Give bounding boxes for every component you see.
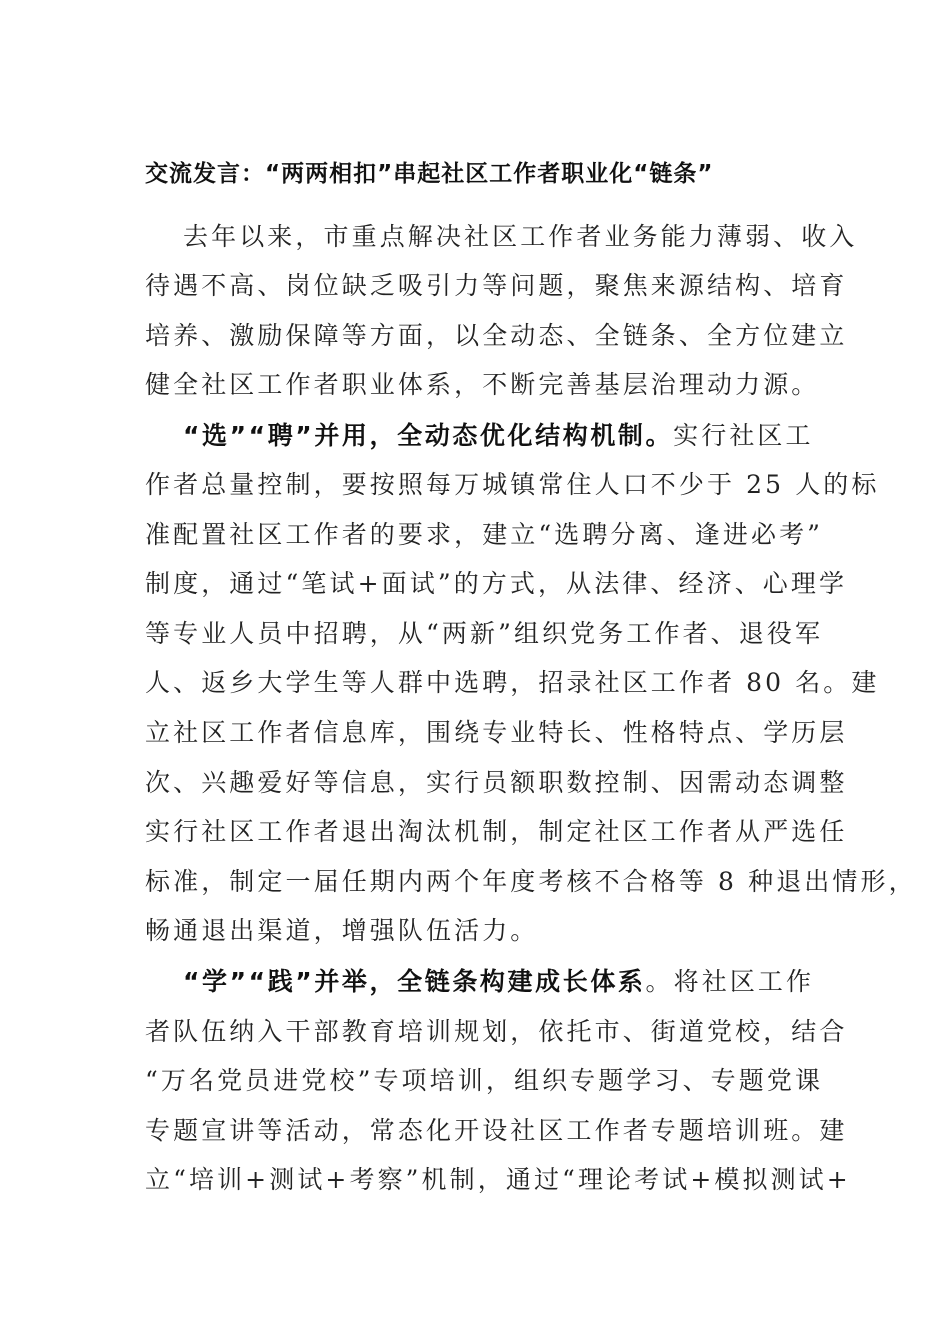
- paragraph-3-line-2: 者队伍纳入干部教育培训规划，依托市、街道党校，结合: [145, 1017, 848, 1046]
- paragraph-1-line-2: 待遇不高、岗位缺乏吸引力等问题，聚焦来源结构、培育: [145, 271, 848, 300]
- paragraph-2-line-9: 实行社区工作者退出淘汰机制，制定社区工作者从严选任: [145, 817, 848, 846]
- paragraph-2-line-4: 制度，通过“笔试+面试”的方式，从法律、经济、心理学: [145, 569, 848, 598]
- paragraph-3-line-3: “万名党员进党校”专项培训，组织专题学习、专题党课: [145, 1066, 824, 1095]
- paragraph-2-heading: “选”“聘”并用，全动态优化结构机制。: [183, 421, 674, 450]
- paragraph-2-line-11: 畅通退出渠道，增强队伍活力。: [145, 916, 539, 945]
- paragraph-3-line-1: [183, 966, 814, 998]
- paragraph-3-line-5: 立“培训+测试+考察”机制，通过“理论考试+模拟测试+: [145, 1165, 851, 1194]
- paragraph-1-line-4: 健全社区工作者职业体系，不断完善基层治理动力源。: [145, 370, 820, 399]
- paragraph-2-first-line-text: 实行社区工: [673, 421, 814, 450]
- paragraph-2-line-7: 立社区工作者信息库，围绕专业特长、性格特点、学历层: [145, 718, 848, 747]
- document-title: 交流发言：“两两相扣”串起社区工作者职业化“链条”: [145, 161, 714, 187]
- paragraph-2-line-10: 标准，制定一届任期内两个年度考核不合格等 8 种退出情形，: [145, 867, 917, 896]
- paragraph-1-line-1: 去年以来，市重点解决社区工作者业务能力薄弱、收入: [183, 222, 858, 251]
- paragraph-2-line-1: [183, 420, 814, 452]
- paragraph-2-line-3: 准配置社区工作者的要求，建立“选聘分离、逢进必考”: [145, 520, 824, 549]
- paragraph-2-line-2: 作者总量控制，要按照每万城镇常住人口不少于 25 人的标: [145, 470, 880, 499]
- paragraph-3-line-4: 专题宣讲等活动，常态化开设社区工作者专题培训班。建: [145, 1116, 848, 1145]
- paragraph-2-line-6: 人、返乡大学生等人群中选聘，招录社区工作者 80 名。建: [145, 668, 880, 697]
- paragraph-3-first-line-text: 。将社区工作: [645, 967, 815, 996]
- paragraph-1-line-3: 培养、激励保障等方面，以全动态、全链条、全方位建立: [145, 321, 848, 350]
- paragraph-2-line-8: 次、兴趣爱好等信息，实行员额职数控制、因需动态调整: [145, 768, 848, 797]
- paragraph-3-heading: “学”“践”并举，全链条构建成长体系: [183, 967, 646, 996]
- paragraph-2-line-5: 等专业人员中招聘，从“两新”组织党务工作者、退役军: [145, 619, 824, 648]
